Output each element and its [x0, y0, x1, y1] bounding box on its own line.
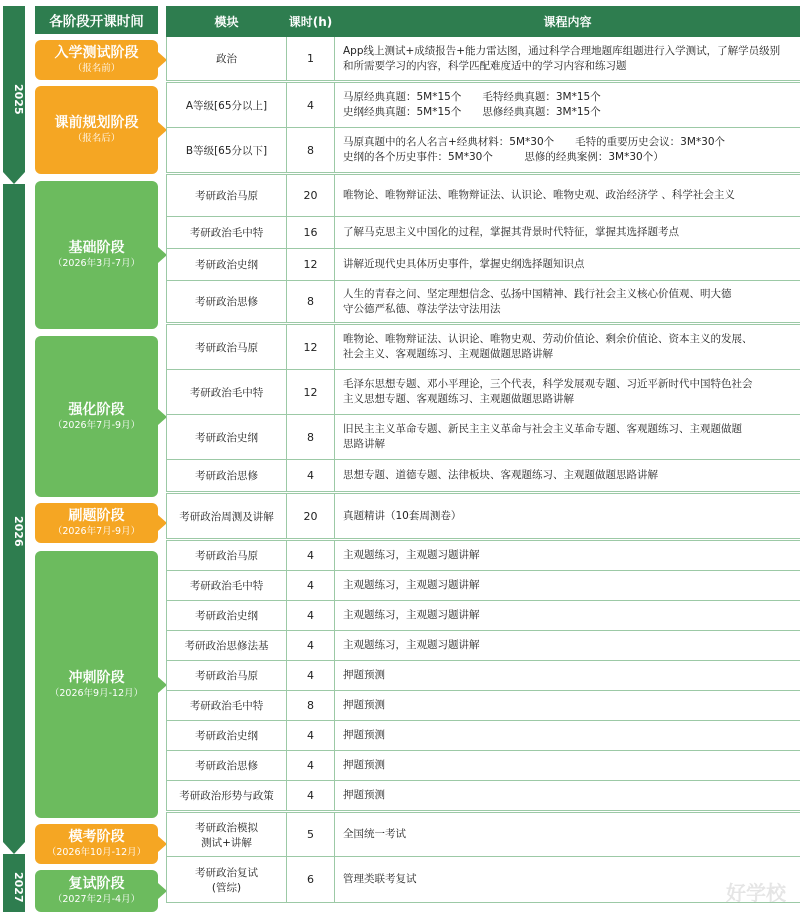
table-row [167, 857, 800, 903]
content-cell [335, 781, 800, 811]
module-cell [167, 661, 287, 691]
content-line: 讲解近现代史具体历史事件，掌握史纲选择题知识点 [343, 258, 585, 270]
content-cell [335, 325, 800, 370]
table-row [167, 691, 800, 721]
hours-cell: 4 [287, 751, 335, 781]
module-cell [167, 281, 287, 323]
module-cell [167, 813, 287, 857]
content-line: 主观题练习，主观题习题讲解 [343, 549, 480, 561]
table-row [167, 541, 800, 571]
content-cell [335, 631, 800, 661]
table-row [167, 571, 800, 601]
content-cell [335, 571, 800, 601]
table-row [167, 813, 800, 857]
hours-cell: 1 [287, 37, 335, 81]
hours-cell: 4 [287, 541, 335, 571]
content-cell [335, 83, 800, 128]
stage-name: 课前规划阶段 [54, 115, 139, 131]
hours-cell: 4 [287, 721, 335, 751]
content-line: 史纲的各个历史事件：5M*30个 思修的经典案例：3M*30个） [343, 151, 664, 163]
hours-cell: 8 [287, 415, 335, 460]
content-line: 全国统一考试 [343, 828, 406, 840]
watermark: 好学校 [726, 881, 786, 905]
module-text: 考研政治毛中特 [189, 580, 264, 592]
hours-cell: 6 [287, 857, 335, 903]
year-label-2025: 2025 [12, 84, 25, 115]
module-text: 考研政治马原 [195, 190, 258, 202]
content-line: 思路讲解 [343, 438, 385, 450]
content-line: 押题预测 [343, 789, 385, 801]
header-module: 模块 [167, 7, 287, 37]
content-cell [335, 751, 800, 781]
header-hours: 课时(h) [287, 7, 335, 37]
table-row [167, 83, 800, 128]
content-line: 史纲经典真题：5M*15个 思修经典真题：3M*15个 [343, 106, 601, 118]
content-cell [335, 601, 800, 631]
stage-course-planning [35, 86, 158, 174]
module-text: 考研政治毛中特 [189, 700, 264, 712]
module-cell [167, 415, 287, 460]
hours-cell: 4 [287, 601, 335, 631]
module-text: 政治 [216, 53, 237, 65]
module-text: 考研政治思修 [195, 470, 258, 482]
module-text: 考研政治史纲 [195, 431, 258, 444]
hours-cell: 4 [287, 631, 335, 661]
hours-cell: 4 [287, 781, 335, 811]
table-row [167, 325, 800, 370]
stage-name: 模考阶段 [68, 829, 125, 845]
table-row [167, 721, 800, 751]
content-line: 管理类联考复试 [343, 873, 417, 885]
module-text: B等级[65分以下] [185, 144, 268, 157]
module-cell [167, 857, 287, 903]
hours-cell: 8 [287, 691, 335, 721]
stage-entrance-test [35, 40, 158, 80]
table-row [167, 661, 800, 691]
table-row [167, 217, 800, 249]
module-cell [167, 781, 287, 811]
hours-cell: 4 [287, 460, 335, 492]
content-line: 主观题练习，主观题习题讲解 [343, 579, 480, 591]
module-text: 考研政治思修 [195, 760, 258, 772]
stage-foundation [35, 181, 158, 329]
stage-name: 强化阶段 [68, 401, 125, 418]
stage-name: 复试阶段 [68, 876, 125, 892]
module-text: 考研政治思修法基 [184, 640, 269, 652]
content-cell [335, 460, 800, 492]
content-cell [335, 721, 800, 751]
stage-mock-exam [35, 824, 158, 864]
module-cell [167, 325, 287, 370]
module-text: 考研政治马原 [195, 550, 258, 562]
table-row [167, 249, 800, 281]
content-line: 毛泽东思想专题、邓小平理论，三个代表，科学发展观专题、习近平新时代中国特色社会 [343, 378, 753, 390]
hours-cell: 8 [287, 128, 335, 173]
content-line: App线上测试+成绩报告+能力雷达图，通过科学合理地题库组题进行入学测试，了解学员级别 [343, 44, 781, 57]
stage-practice [35, 503, 158, 543]
module-cell [167, 249, 287, 281]
content-line: 押题预测 [343, 699, 385, 711]
module-text: 考研政治周测及讲解 [179, 510, 274, 523]
content-line: 唯物论、唯物辩证法、认识论、唯物史观、劳动价值论、剩余价值论、资本主义的发展、 [343, 333, 753, 345]
stage-name: 基础阶段 [68, 240, 125, 256]
module-cell [167, 370, 287, 415]
stage-column-header: 各阶段开课时间 [35, 6, 158, 34]
module-cell [167, 571, 287, 601]
content-cell [335, 217, 800, 249]
content-cell [335, 249, 800, 281]
module-text: 考研政治思修 [195, 296, 258, 308]
content-cell [335, 281, 800, 323]
module-cell [167, 631, 287, 661]
hours-cell: 4 [287, 661, 335, 691]
module-text: A等级[65分以上] [185, 99, 268, 112]
module-cell [167, 541, 287, 571]
hours-cell: 20 [287, 494, 335, 539]
content-line: 和所需要学习的内容，科学匹配难度适中的学习内容和练习题 [343, 59, 627, 72]
content-cell [335, 37, 800, 81]
table-row [167, 631, 800, 661]
table-row [167, 175, 800, 217]
table-row [167, 37, 800, 81]
hours-cell: 12 [287, 325, 335, 370]
content-cell [335, 370, 800, 415]
content-line: 主义思想专题、客观题练习、主观题做题思路讲解 [343, 393, 574, 405]
module-cell [167, 751, 287, 781]
stage-retest [35, 870, 158, 912]
table-row [167, 370, 800, 415]
module-text: 考研政治复试 [195, 866, 258, 879]
hours-cell: 5 [287, 813, 335, 857]
content-line: 真题精讲（10套周测卷） [343, 509, 462, 522]
stage-period: （报名后） [72, 133, 121, 144]
content-line: 马原经典真题：5M*15个 毛特经典真题：3M*15个 [343, 91, 601, 103]
hours-cell: 4 [287, 571, 335, 601]
content-line: 守公德严私德、尊法学法守法用法 [343, 302, 501, 315]
content-line: 押题预测 [343, 729, 385, 741]
content-line: 社会主义、客观题练习、主观题做题思路讲解 [343, 348, 553, 360]
module-text: (管综) [211, 881, 242, 894]
content-line: 马原真题中的名人名言+经典材料：5M*30个 毛特的重要历史会议：3M*30个 [343, 136, 725, 148]
table-row [167, 601, 800, 631]
module-text: 考研政治模拟 [195, 821, 258, 834]
content-cell [335, 175, 800, 217]
year-label-2026: 2026 [12, 516, 25, 547]
header-content: 课程内容 [335, 7, 800, 37]
stage-period: （2026年9月-12月） [49, 687, 144, 699]
stage-period: （2026年7月-9月） [52, 526, 141, 537]
hours-cell: 8 [287, 281, 335, 323]
stage-period: （2026年7月-9月） [52, 419, 141, 431]
module-cell [167, 691, 287, 721]
stage-period: （报名前） [72, 63, 121, 74]
table-row [167, 281, 800, 323]
table-body [167, 37, 800, 903]
year-timeline [3, 6, 25, 912]
content-line: 押题预测 [343, 669, 385, 681]
stage-name: 入学测试阶段 [54, 45, 139, 61]
content-cell [335, 541, 800, 571]
table-row [167, 781, 800, 811]
module-text: 考研政治史纲 [195, 259, 258, 271]
module-cell [167, 37, 287, 81]
table-row [167, 751, 800, 781]
content-line: 人生的青春之问、坚定理想信念、弘扬中国精神、践行社会主义核心价值观、明大德 [343, 287, 732, 300]
table-row [167, 460, 800, 492]
module-cell [167, 601, 287, 631]
module-text: 考研政治毛中特 [189, 227, 264, 239]
module-text: 考研政治史纲 [195, 610, 258, 622]
hours-cell: 16 [287, 217, 335, 249]
year-label-2027: 2027 [12, 872, 25, 903]
hours-cell: 20 [287, 175, 335, 217]
stage-name: 刷题阶段 [68, 508, 125, 524]
hours-cell: 12 [287, 370, 335, 415]
content-line: 了解马克思主义中国化的过程，掌握其背景时代特征，掌握其选择题考点 [343, 226, 679, 238]
module-text: 考研政治形势与政策 [179, 790, 274, 802]
module-text: 测试+讲解 [201, 836, 252, 849]
table-row [167, 128, 800, 173]
table-row [167, 415, 800, 460]
module-text: 考研政治毛中特 [189, 386, 264, 399]
content-line: 押题预测 [343, 759, 385, 771]
module-cell [167, 128, 287, 173]
table-row [167, 494, 800, 539]
table-header-row [167, 7, 800, 37]
module-cell [167, 494, 287, 539]
module-cell [167, 460, 287, 492]
module-text: 考研政治史纲 [195, 730, 258, 742]
stage-name: 冲刺阶段 [68, 669, 125, 686]
content-line: 旧民主主义革命专题、新民主主义革命与社会主义革命专题、客观题练习、主观题做题 [343, 423, 742, 435]
content-line: 主观题练习，主观题习题讲解 [343, 609, 480, 621]
module-cell [167, 83, 287, 128]
module-cell [167, 217, 287, 249]
module-cell [167, 175, 287, 217]
module-text: 考研政治马原 [195, 341, 258, 354]
stage-period: （2026年10月-12月） [46, 847, 147, 858]
hours-cell: 12 [287, 249, 335, 281]
hours-cell: 4 [287, 83, 335, 128]
content-cell [335, 494, 800, 539]
content-cell [335, 691, 800, 721]
stage-reinforcement [35, 336, 158, 497]
content-line: 主观题练习，主观题习题讲解 [343, 639, 480, 651]
content-line: 思想专题、道德专题、法律板块、客观题练习、主观题做题思路讲解 [343, 469, 658, 481]
stage-period: （2026年3月-7月） [52, 258, 141, 269]
content-cell [335, 661, 800, 691]
content-cell [335, 128, 800, 173]
module-text: 考研政治马原 [195, 670, 258, 682]
stage-sprint [35, 551, 158, 818]
content-line: 唯物论、唯物辩证法、唯物辩证法、认识论、唯物史观、政治经济学 、科学社会主义 [343, 189, 735, 201]
content-cell [335, 415, 800, 460]
course-table [166, 6, 800, 903]
stage-period: （2027年2月-4月） [52, 894, 141, 905]
content-cell [335, 813, 800, 857]
module-cell [167, 721, 287, 751]
